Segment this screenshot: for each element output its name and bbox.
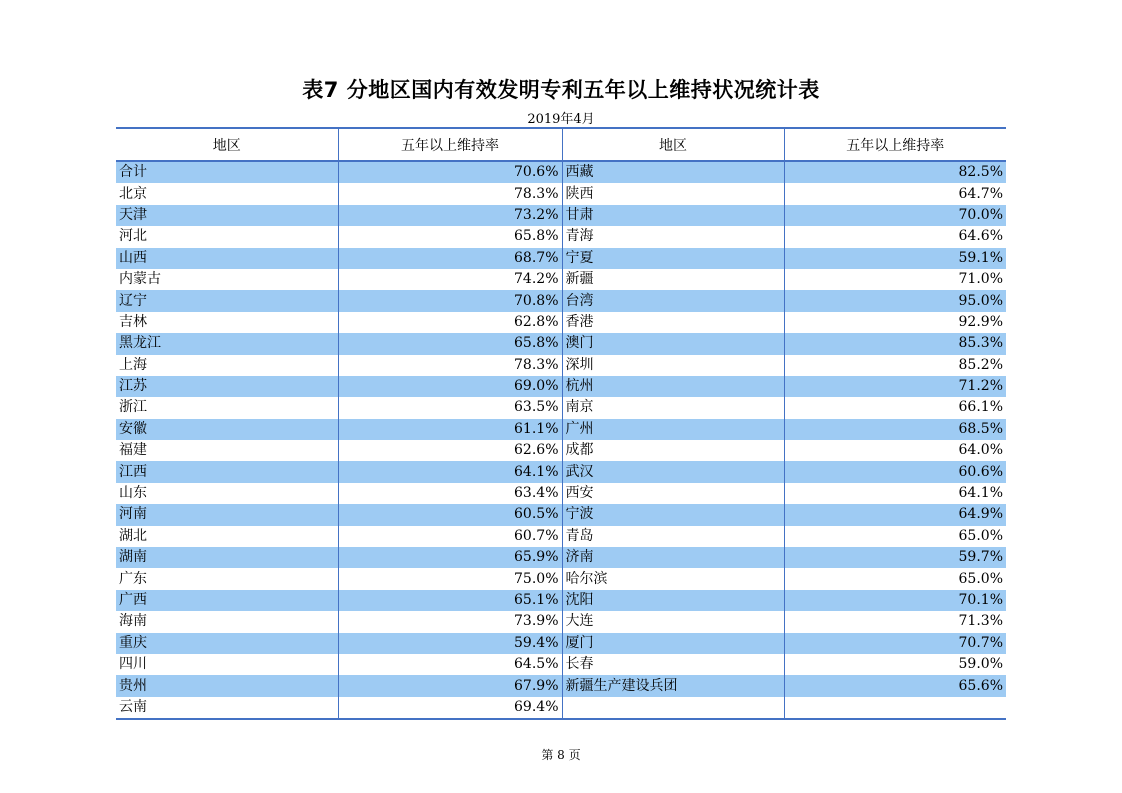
table-row: [116, 590, 1006, 611]
region-cell: 贵州: [116, 675, 338, 696]
region-cell: 西藏: [562, 161, 784, 183]
table-body: [116, 161, 1006, 719]
region-cell: 江西: [116, 461, 338, 482]
region-cell: 青海: [562, 226, 784, 247]
header-region-right: 地区: [562, 128, 784, 161]
table-row: [116, 397, 1006, 418]
region-cell: 甘肃: [562, 205, 784, 226]
page-number: 第 8 页: [541, 748, 581, 762]
region-cell: 湖北: [119, 527, 147, 544]
region-cell: 厦门: [562, 633, 784, 654]
rate-cell: [784, 697, 1006, 719]
rate-cell: 59.1%: [784, 248, 1006, 269]
table-row: [116, 633, 1006, 654]
table-row: [116, 269, 1006, 290]
table-row: [116, 333, 1006, 354]
region-cell: 成都: [562, 440, 784, 461]
rate-cell: 65.9%: [338, 547, 562, 568]
region-cell: 香港: [562, 312, 784, 333]
region-cell: 辽宁: [116, 290, 338, 311]
region-cell: 北京: [119, 185, 147, 202]
region-cell: 武汉: [562, 461, 784, 482]
region-cell: 新疆生产建设兵团: [562, 675, 784, 696]
rate-cell: 69.0%: [338, 376, 562, 397]
table-row: [116, 547, 1006, 568]
rate-cell: 65.6%: [784, 675, 1006, 696]
rate-cell: 95.0%: [784, 290, 1006, 311]
header-region-left: 地区: [116, 128, 338, 161]
header-rate-left: 五年以上维持率: [338, 128, 562, 161]
region-cell: 大连: [562, 611, 784, 632]
rate-cell: 71.0%: [784, 269, 1006, 290]
region-cell: 宁夏: [562, 248, 784, 269]
table-row: [116, 226, 1006, 247]
region-cell: 陕西: [562, 183, 784, 204]
region-cell: 长春: [562, 654, 784, 675]
region-cell: 内蒙古: [119, 271, 161, 288]
rate-cell: 85.2%: [784, 355, 1006, 376]
table-title: 表7 分地区国内有效发明专利五年以上维持状况统计表: [302, 78, 820, 102]
header-row: [116, 128, 1006, 161]
region-cell: 广东: [119, 570, 147, 587]
region-cell: 台湾: [562, 290, 784, 311]
rate-cell: 82.5%: [784, 161, 1006, 183]
rate-cell: 64.9%: [784, 504, 1006, 525]
table-row: [116, 290, 1006, 311]
rate-cell: 74.2%: [338, 269, 562, 290]
table-row: [116, 355, 1006, 376]
region-cell: 西安: [562, 483, 784, 504]
rate-cell: 78.3%: [338, 355, 562, 376]
rate-cell: 59.0%: [784, 654, 1006, 675]
rate-cell: 64.1%: [338, 461, 562, 482]
table-row: [116, 376, 1006, 397]
table-date: 2019年4月: [527, 112, 595, 127]
region-cell: 山西: [116, 248, 338, 269]
region-cell: 广西: [116, 590, 338, 611]
rate-cell: 68.7%: [338, 248, 562, 269]
region-cell: 新疆: [562, 269, 784, 290]
region-cell: 河南: [116, 504, 338, 525]
rate-cell: 64.1%: [784, 483, 1006, 504]
rate-cell: 67.9%: [338, 675, 562, 696]
rate-cell: 71.2%: [784, 376, 1006, 397]
rate-cell: 60.5%: [338, 504, 562, 525]
rate-cell: 64.0%: [784, 440, 1006, 461]
region-cell: 哈尔滨: [562, 568, 784, 589]
table-row: [116, 654, 1006, 675]
table-row: [116, 611, 1006, 632]
rate-cell: 71.3%: [784, 611, 1006, 632]
region-cell: 浙江: [119, 399, 147, 416]
rate-cell: 62.8%: [338, 312, 562, 333]
table-row: [116, 183, 1006, 204]
rate-cell: 63.4%: [338, 483, 562, 504]
rate-cell: 85.3%: [784, 333, 1006, 354]
region-cell: 合计: [116, 161, 338, 183]
rate-cell: 65.0%: [784, 568, 1006, 589]
rate-cell: 70.0%: [784, 205, 1006, 226]
region-cell: 南京: [562, 397, 784, 418]
table-row: [116, 675, 1006, 696]
region-cell: 天津: [116, 205, 338, 226]
region-cell: 湖南: [116, 547, 338, 568]
region-cell: 海南: [119, 613, 147, 630]
stats-table: [116, 127, 1006, 720]
region-cell: 杭州: [562, 376, 784, 397]
table-row: [116, 504, 1006, 525]
region-cell: 江苏: [116, 376, 338, 397]
rate-cell: 78.3%: [338, 183, 562, 204]
region-cell: 福建: [119, 442, 147, 459]
region-cell: 广州: [562, 419, 784, 440]
region-cell: 济南: [562, 547, 784, 568]
table-row: [116, 440, 1006, 461]
region-cell: 青岛: [562, 526, 784, 547]
rate-cell: 64.6%: [784, 226, 1006, 247]
table-row: [116, 161, 1006, 183]
rate-cell: 70.1%: [784, 590, 1006, 611]
table-row: [116, 312, 1006, 333]
region-cell: 黑龙江: [116, 333, 338, 354]
table-row: [116, 483, 1006, 504]
table-row: [116, 205, 1006, 226]
region-cell: 上海: [119, 356, 147, 373]
rate-cell: 63.5%: [338, 397, 562, 418]
table-row: [116, 461, 1006, 482]
region-cell: 澳门: [562, 333, 784, 354]
table-row: [116, 568, 1006, 589]
rate-cell: 68.5%: [784, 419, 1006, 440]
region-cell: 山东: [119, 485, 147, 502]
rate-cell: 66.1%: [784, 397, 1006, 418]
header-rate-right: 五年以上维持率: [784, 128, 1006, 161]
table-row: [116, 419, 1006, 440]
rate-cell: 70.6%: [338, 161, 562, 183]
rate-cell: 75.0%: [338, 568, 562, 589]
table-row: [116, 697, 1006, 719]
rate-cell: 70.7%: [784, 633, 1006, 654]
region-cell: 河北: [119, 228, 147, 245]
rate-cell: 73.2%: [338, 205, 562, 226]
region-cell: 重庆: [116, 633, 338, 654]
rate-cell: 65.0%: [784, 526, 1006, 547]
rate-cell: 59.7%: [784, 547, 1006, 568]
region-cell: 吉林: [119, 313, 147, 330]
rate-cell: 61.1%: [338, 419, 562, 440]
rate-cell: 64.5%: [338, 654, 562, 675]
region-cell: 安徽: [116, 419, 338, 440]
rate-cell: 65.1%: [338, 590, 562, 611]
rate-cell: 92.9%: [784, 312, 1006, 333]
region-cell: 沈阳: [562, 590, 784, 611]
rate-cell: 60.6%: [784, 461, 1006, 482]
region-cell: 深圳: [562, 355, 784, 376]
region-cell: 四川: [119, 656, 147, 673]
region-cell: 宁波: [562, 504, 784, 525]
rate-cell: 62.6%: [338, 440, 562, 461]
region-cell: 云南: [116, 697, 338, 719]
rate-cell: 73.9%: [338, 611, 562, 632]
rate-cell: 70.8%: [338, 290, 562, 311]
region-cell: [562, 697, 784, 719]
rate-cell: 64.7%: [784, 183, 1006, 204]
table-row: [116, 526, 1006, 547]
rate-cell: 60.7%: [338, 526, 562, 547]
rate-cell: 59.4%: [338, 633, 562, 654]
table-row: [116, 248, 1006, 269]
rate-cell: 65.8%: [338, 226, 562, 247]
rate-cell: 65.8%: [338, 333, 562, 354]
rate-cell: 69.4%: [338, 697, 562, 719]
